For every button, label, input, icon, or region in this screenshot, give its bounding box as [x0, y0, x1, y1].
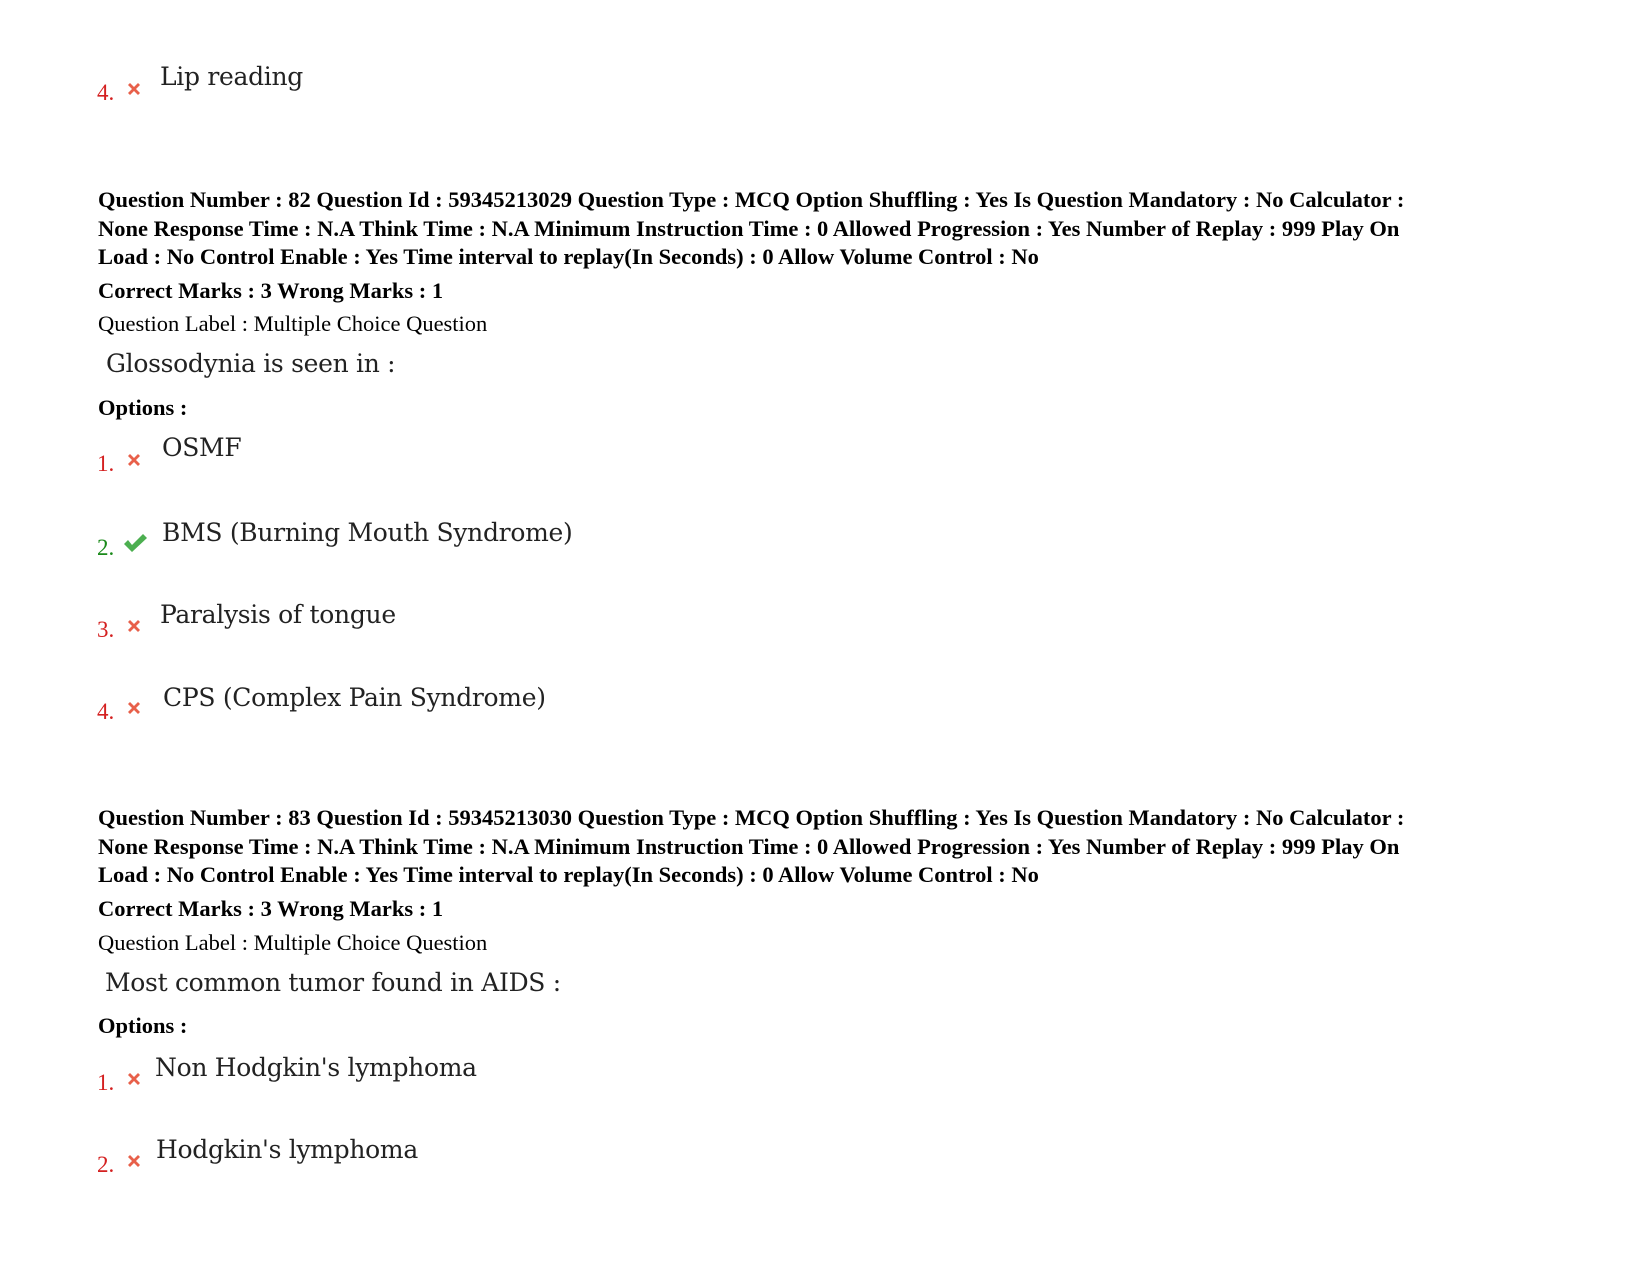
metadata-line: Load : No Control Enable : Yes Time interval to replay(In Seconds) : 0 Allow Volume Control : No	[98, 862, 1039, 887]
question-text: Most common tumor found in AIDS :	[105, 968, 561, 997]
wrong-mark-icon	[124, 1069, 144, 1089]
question-label: Question Label : Multiple Choice Question	[98, 311, 488, 336]
question-metadata	[98, 804, 1578, 890]
option-text: OSMF	[162, 433, 242, 462]
option-number: 2.	[97, 1152, 115, 1177]
question-metadata	[98, 186, 1578, 272]
option-text: Hodgkin's lymphoma	[156, 1135, 418, 1164]
option-text: Paralysis of tongue	[160, 600, 396, 629]
wrong-mark-icon	[124, 616, 144, 636]
metadata-line: None Response Time : N.A Think Time : N.A Minimum Instruction Time : 0 Allowed Progression : Yes Number of Replay : 999 Play On	[98, 215, 1400, 241]
option-number: 3.	[97, 617, 115, 642]
question-text: Glossodynia is seen in :	[106, 349, 396, 378]
correct-mark-icon	[122, 532, 148, 554]
option-number: 4.	[97, 699, 115, 724]
marks-info: Correct Marks : 3 Wrong Marks : 1	[98, 896, 444, 921]
metadata-line: Load : No Control Enable : Yes Time interval to replay(In Seconds) : 0 Allow Volume Control : No	[98, 244, 1039, 269]
options-heading: Options :	[98, 395, 188, 420]
metadata-line: None Response Time : N.A Think Time : N.A Minimum Instruction Time : 0 Allowed Progression : Yes Number of Replay : 999 Play On	[98, 833, 1400, 859]
option-text: Non Hodgkin's lymphoma	[155, 1053, 477, 1082]
option-text: CPS (Complex Pain Syndrome)	[163, 683, 546, 712]
wrong-mark-icon	[124, 450, 144, 470]
option-number: 1.	[97, 451, 115, 476]
options-heading: Options :	[98, 1013, 188, 1038]
option-text: Lip reading	[160, 62, 304, 91]
metadata-line: Question Number : 82 Question Id : 59345213029 Question Type : MCQ Option Shuffling : Yes Is Question Mandatory : No Calculator :	[98, 187, 1405, 212]
question-label: Question Label : Multiple Choice Question	[98, 930, 488, 955]
wrong-mark-icon	[124, 1151, 144, 1171]
marks-info: Correct Marks : 3 Wrong Marks : 1	[98, 278, 444, 303]
metadata-line: Question Number : 83 Question Id : 59345213030 Question Type : MCQ Option Shuffling : Yes Is Question Mandatory : No Calculator :	[98, 805, 1405, 830]
option-number: 1.	[97, 1070, 115, 1095]
wrong-mark-icon	[124, 698, 144, 718]
option-text: BMS (Burning Mouth Syndrome)	[162, 518, 573, 547]
option-number: 2.	[97, 535, 115, 560]
option-number: 4.	[97, 80, 115, 105]
wrong-mark-icon	[124, 79, 144, 99]
